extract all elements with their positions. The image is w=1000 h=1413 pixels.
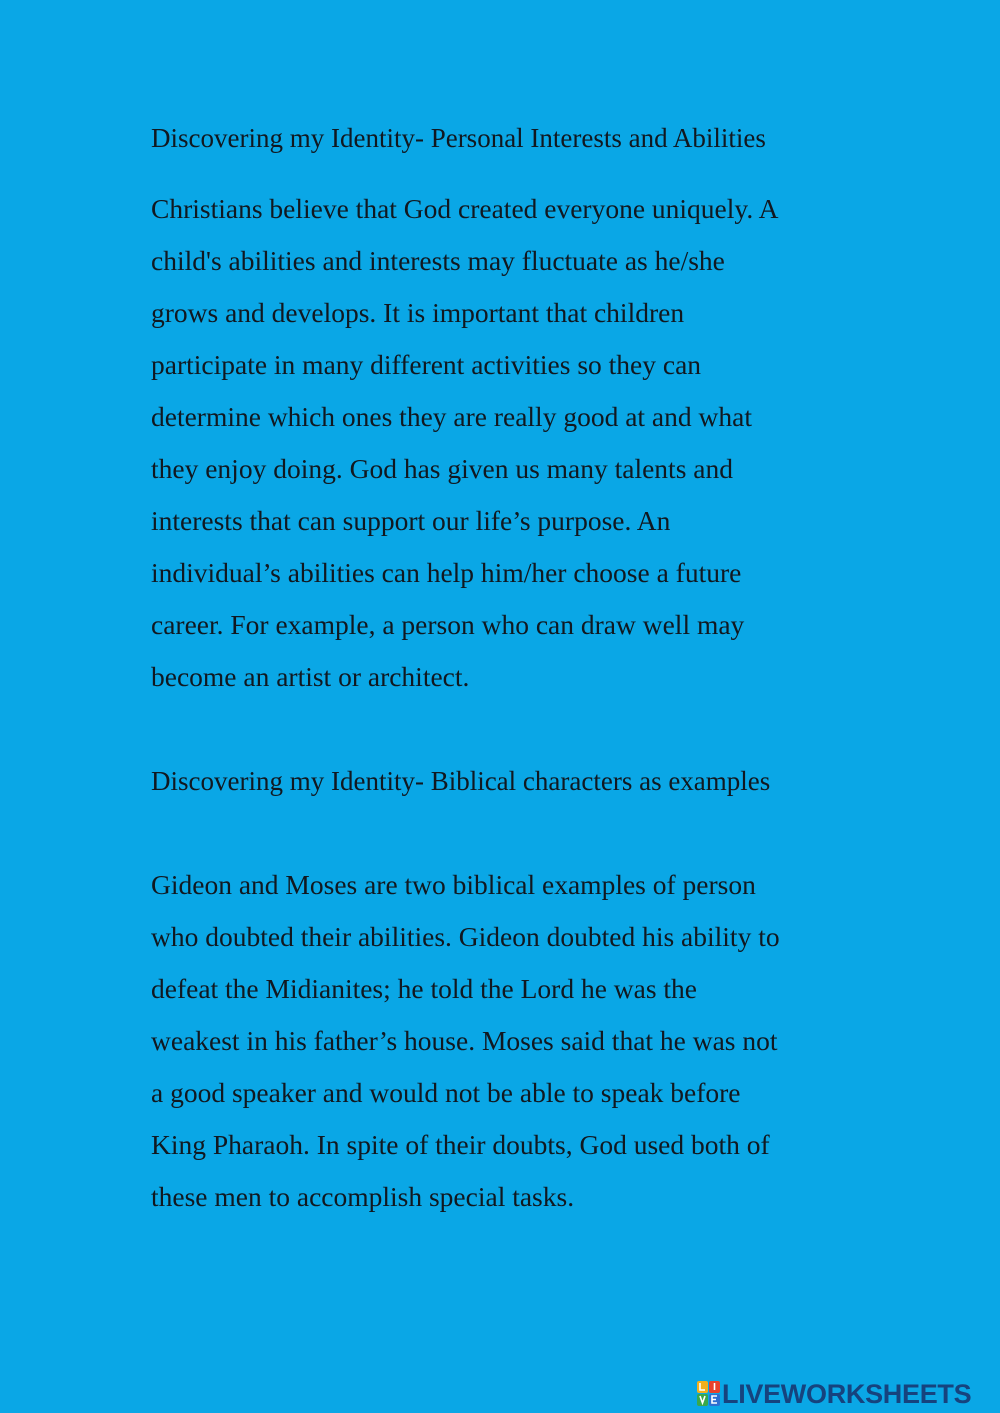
text-line: grows and develops. It is important that children <box>151 297 685 328</box>
text-line: Gideon and Moses are two biblical examples of person <box>151 869 756 900</box>
paragraph-biblical <box>151 859 780 1223</box>
text-line: career. For example, a person who can draw well may <box>151 609 745 640</box>
text-line: child's abilities and interests may fluctuate as he/she <box>151 245 725 276</box>
text-line: weakest in his father’s house. Moses said that he was not <box>151 1025 778 1056</box>
liveworksheets-logo-icon <box>697 1381 721 1407</box>
text-line: who doubted their abilities. Gideon doubted his ability to <box>151 921 780 952</box>
section-heading-biblical: Discovering my Identity- Biblical characters as examples <box>151 766 771 796</box>
liveworksheets-watermark <box>697 1378 971 1410</box>
text-line: King Pharaoh. In spite of their doubts, God used both of <box>151 1129 770 1160</box>
text-line: a good speaker and would not be able to speak before <box>151 1077 741 1108</box>
text-line: defeat the Midianites; he told the Lord he was the <box>151 973 698 1004</box>
text-line: they enjoy doing. God has given us many talents and <box>151 453 733 484</box>
text-line: become an artist or architect. <box>151 661 470 692</box>
text-line: these men to accomplish special tasks. <box>151 1181 575 1212</box>
text-line: individual’s abilities can help him/her choose a future <box>151 557 742 588</box>
section-heading-interests: Discovering my Identity- Personal Interests and Abilities <box>151 123 766 153</box>
text-line: determine which ones they are really good at and what <box>151 401 752 432</box>
text-line: Christians believe that God created everyone uniquely. A <box>151 193 779 224</box>
text-line: interests that can support our life’s purpose. An <box>151 505 671 536</box>
text-line: participate in many different activities so they can <box>151 349 702 380</box>
paragraph-interests <box>151 183 778 703</box>
liveworksheets-wordmark: LIVEWORKSHEETS <box>722 1379 972 1409</box>
